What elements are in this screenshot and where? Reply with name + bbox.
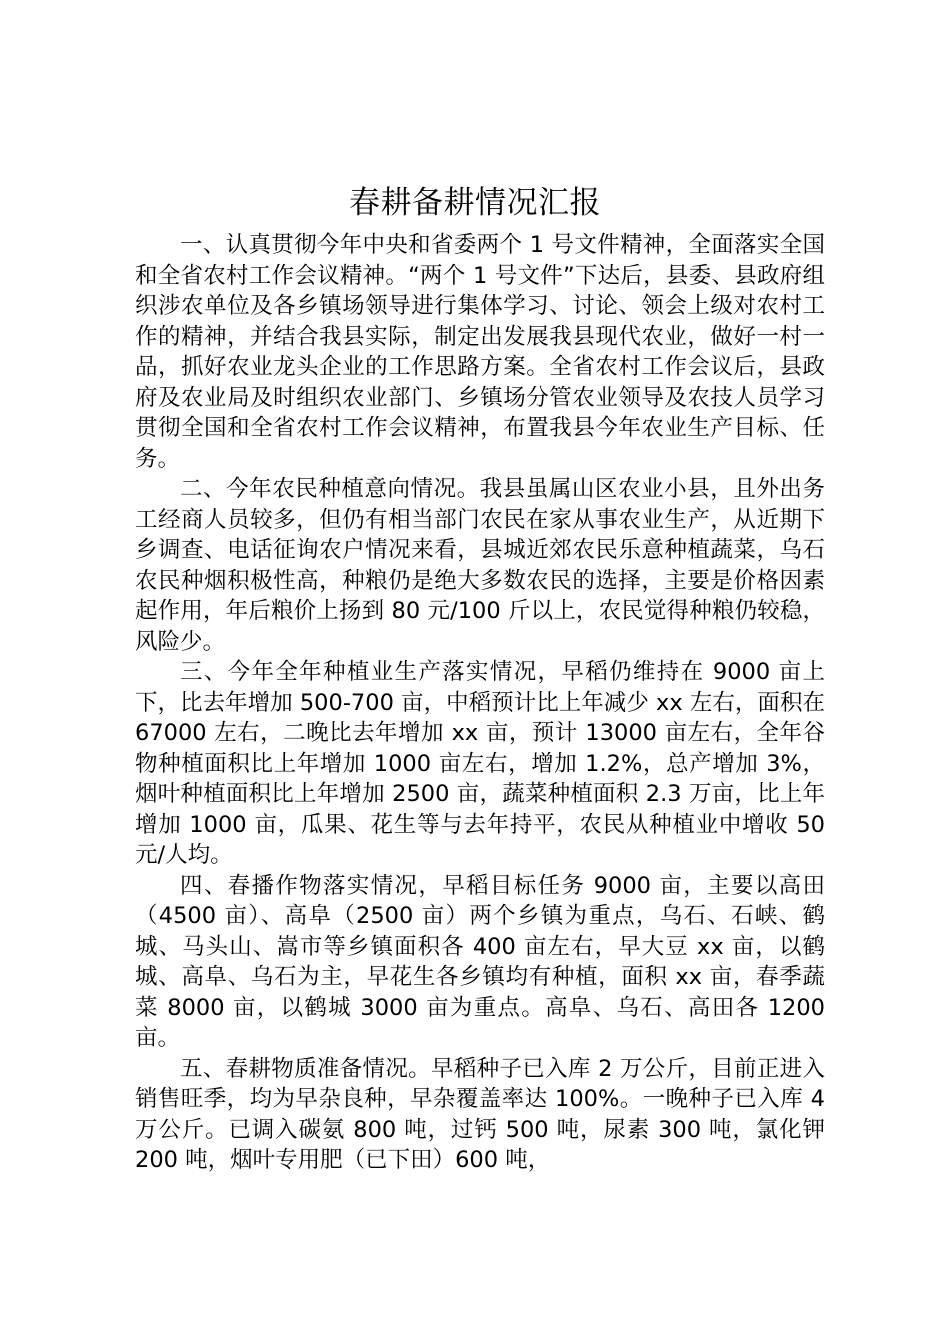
document-title: 春耕备耕情况汇报 xyxy=(349,185,601,221)
paragraph-1: 一、认真贯彻今年中央和省委两个 1 号文件精神，全面落实全国和全省农村工作会议精神。“两个 1 号文件”下达后，县委、县政府组织涉农单位及各乡镇场领导进行集体学习、讨论、领会上级对农村工作的精神，并结合我县实际，制定出发展我县现代农业，做好一村一品，抓好农业龙头企业的工作思路方案。全省农村工作会议后，县政府及农业局及时组织农业部门、乡镇场分管农业领导及农技人员学习贯彻全国和全省农村工作会议精神，布置我县今年农业生产目标、任务。 xyxy=(135,232,825,472)
paragraph-4: 四、春播作物落实情况，早稻目标任务 9000 亩，主要以高田（4500 亩）、高阜（2500 亩）两个乡镇为重点，乌石、石峡、鹤城、马头山、嵩市等乡镇面积各 400 亩左右，早大豆 xx 亩，以鹤城、高阜、乌石为主，早花生各乡镇均有种植，面积 xx 亩，春季蔬菜 8000 亩，以鹤城 3000 亩为重点。高阜、乌石、高田各 1200 亩。 xyxy=(135,872,825,1051)
paragraph-3: 三、今年全年种植业生产落实情况，早稻仍维持在 9000 亩上下，比去年增加 500-700 亩，中稻预计比上年减少 xx 左右，面积在 67000 左右，二晚比去年增加 xx 亩，预计 13000 亩左右，全年谷物种植面积比上年增加 1000 亩左右，增加 1.2%，总产增加 3%，烟叶种植面积比上年增加 2500 亩，蔬菜种植面积 2.3 万亩，比上年增加 1000 亩，瓜果、花生等与去年持平，农民从种植业中增收 50 元/人均。 xyxy=(135,659,825,868)
paragraph-5: 五、春耕物质准备情况。早稻种子已入库 2 万公斤，目前正进入销售旺季，均为早杂良种，早杂覆盖率达 100%。一晚种子已入库 4 万公斤。已调入碳氨 800 吨，过钙 500 吨，尿素 300 吨，氯化钾 200 吨，烟叶专用肥（已下田）600 吨， xyxy=(135,1055,825,1173)
paragraph-2: 二、今年农民种植意向情况。我县虽属山区农业小县，且外出务工经商人员较多，但仍有相当部门农民在家从事农业生产，从近期下乡调查、电话征询农户情况来看，县城近郊农民乐意种植蔬菜，乌石农民种烟积极性高，种粮仍是绝大多数农民的选择，主要是价格因素起作用，年后粮价上扬到 80 元/100 斤以上，农民觉得种粮仍较稳，风险少。 xyxy=(135,476,825,655)
document-body xyxy=(135,230,825,1176)
